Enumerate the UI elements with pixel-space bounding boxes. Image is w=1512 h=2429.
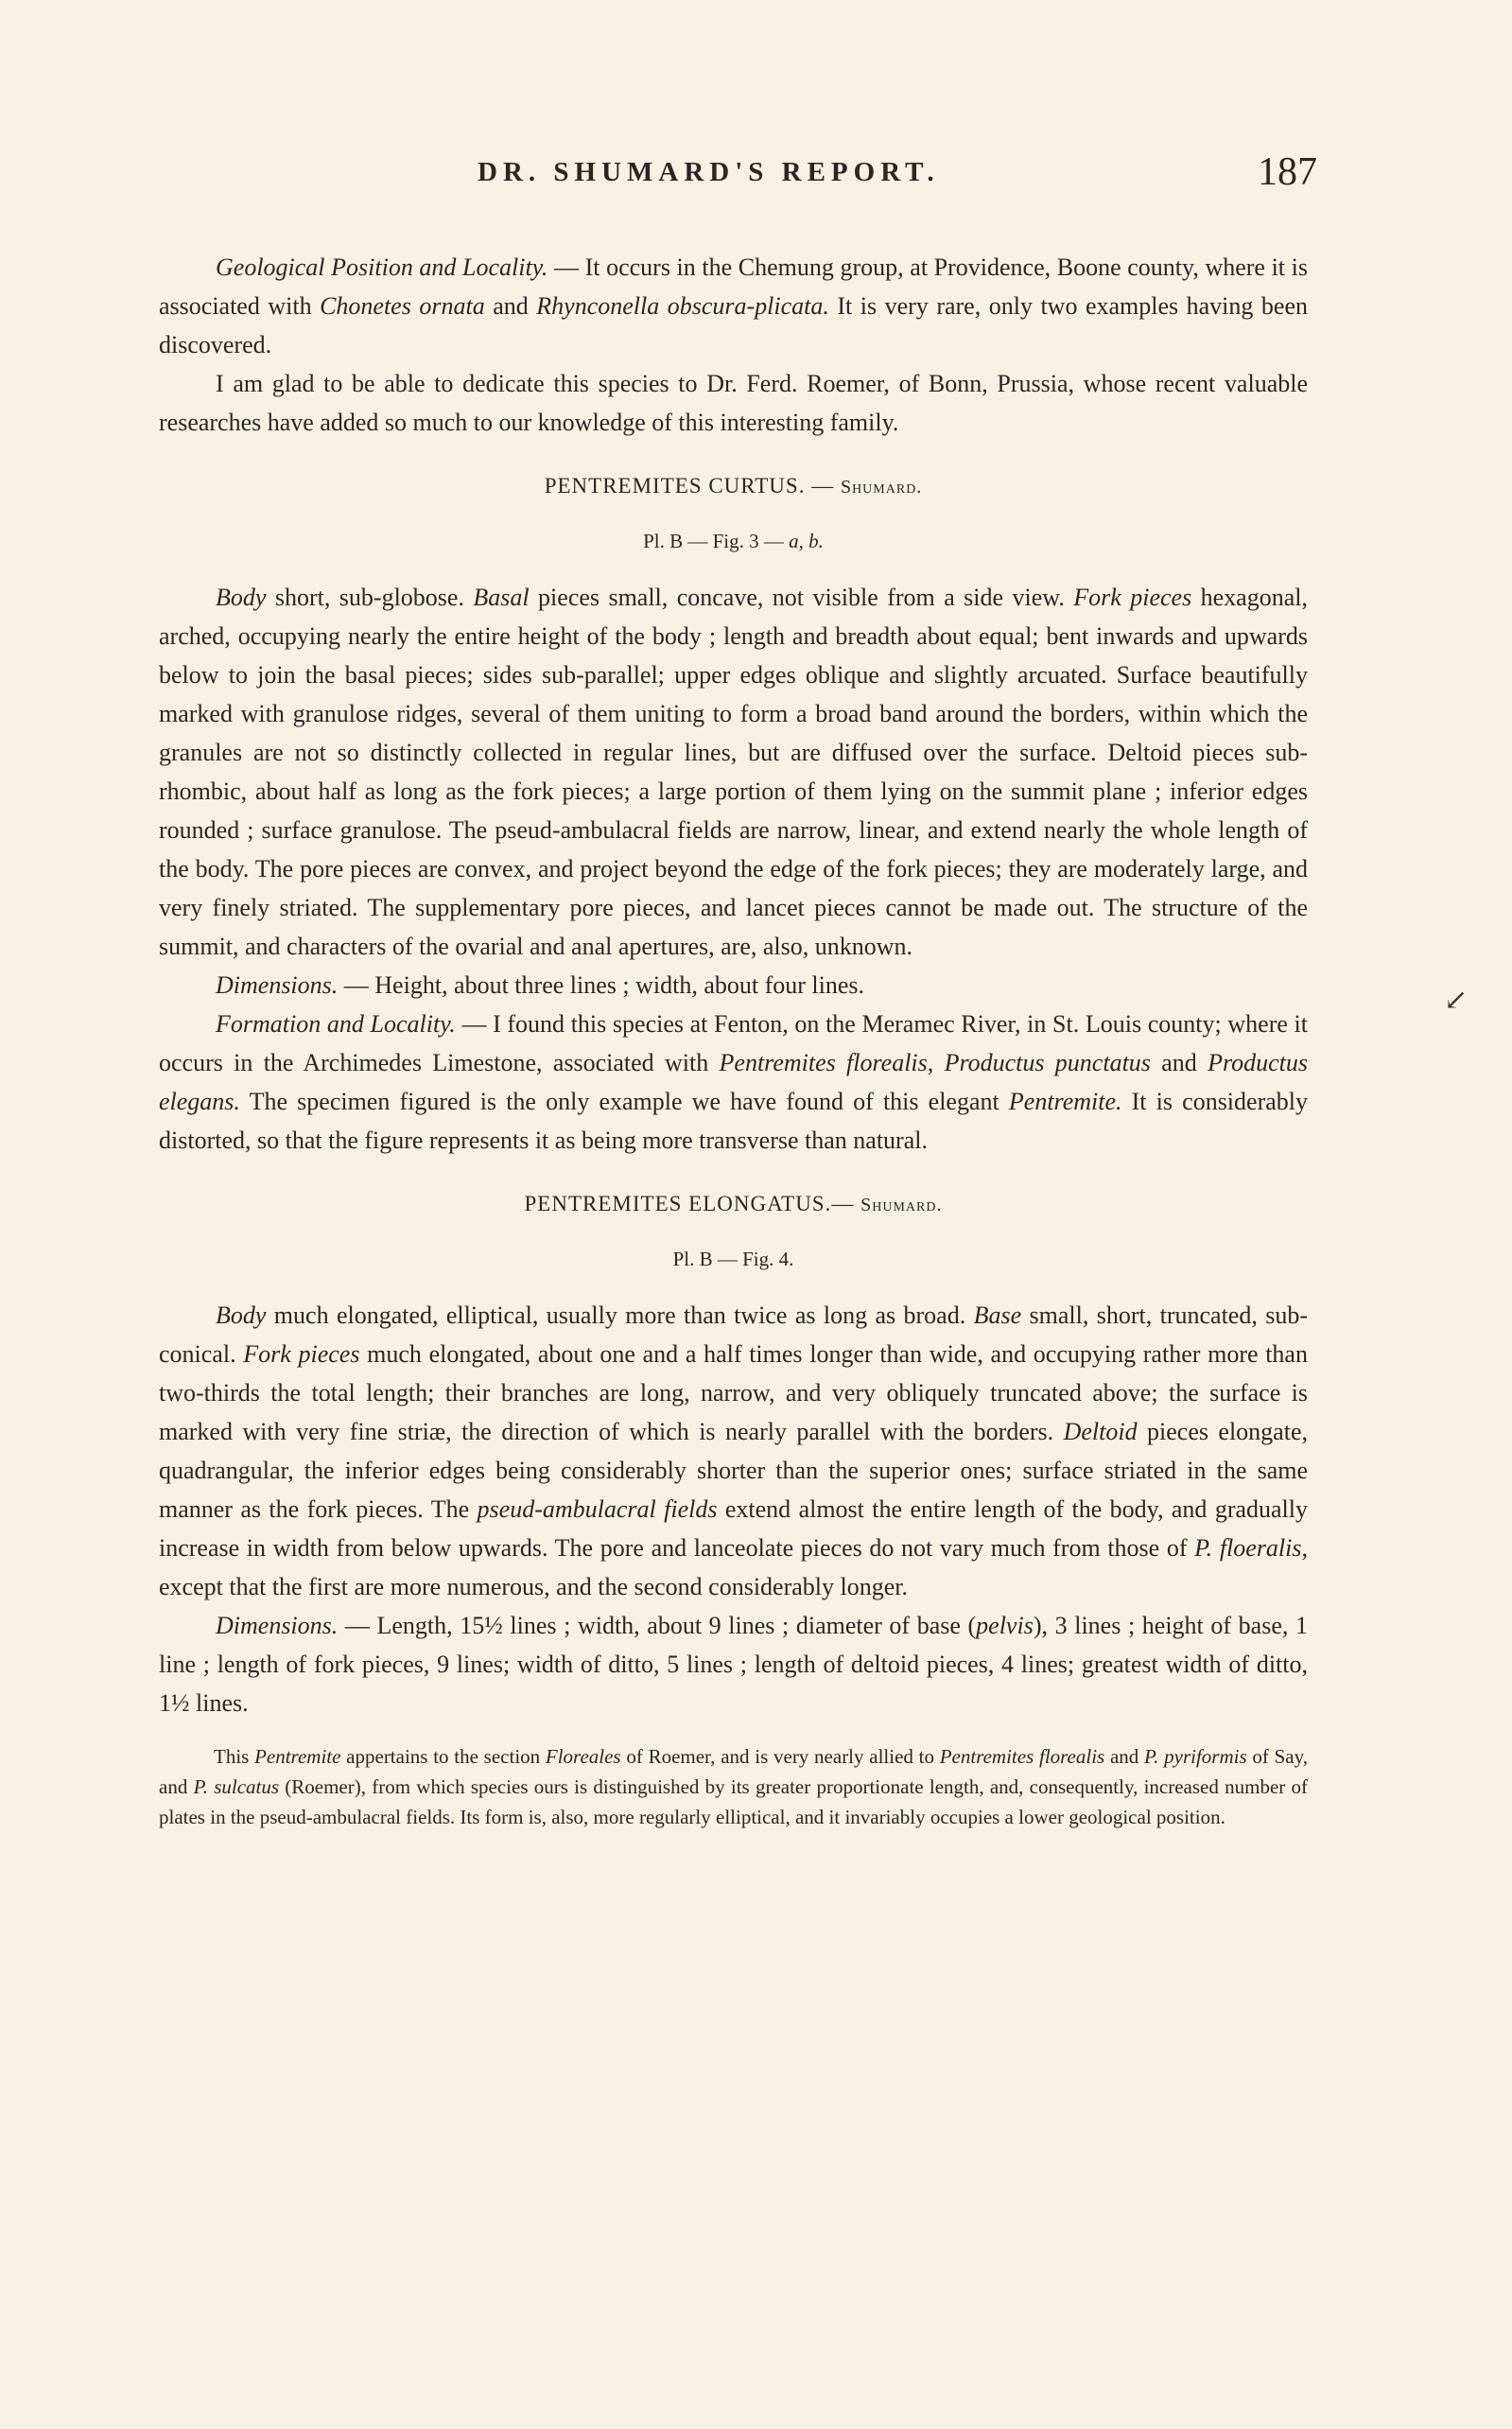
plate-figure-letters: a, b.	[789, 530, 824, 552]
paragraph-dimensions-curtus	[159, 966, 1308, 1005]
heading-dash: —	[805, 474, 841, 498]
paragraph-body-curtus	[159, 578, 1308, 966]
run: ), 3 lines ; height of base, 1 line ; length of fork pieces, 9 lines; width of ditto, 5 lines ; length of deltoid pieces, 4 lines; greatest width of ditto, 1½ lines.	[159, 1612, 1308, 1717]
heading-dash: —	[831, 1192, 861, 1215]
page-body	[159, 248, 1308, 1832]
run: extend almost the entire length of the body, and gradually increase in width from below upwards. The pore and lanceolate pieces do not vary much from those of	[159, 1495, 1309, 1562]
species-heading-curtus	[159, 466, 1308, 507]
run: and	[1104, 1745, 1145, 1768]
plate-reference-elongatus: Pl. B — Fig. 4.	[672, 1248, 794, 1270]
run: It is very rare, only two examples having been discovered.	[159, 292, 1308, 358]
run: — Height, about three lines ; width, about four lines.	[338, 971, 865, 999]
run: and	[484, 292, 537, 320]
run-taxon: Rhynconella obscura-plicata.	[536, 292, 829, 320]
run-taxon: Productus elegans.	[159, 1049, 1309, 1115]
run-label: Dimensions.	[216, 1612, 339, 1639]
run: — Length, 15½ lines ; width, about 9 lines ; diameter of base (	[338, 1612, 977, 1639]
paragraph-body-elongatus	[159, 1296, 1308, 1606]
run-label: Formation and Locality.	[216, 1010, 456, 1038]
run-term: P. floeralis,	[1194, 1534, 1309, 1562]
run-label: Dimensions.	[216, 971, 339, 999]
margin-annotation-mark: ↙	[1444, 985, 1469, 1016]
page-number: 187	[1258, 150, 1317, 194]
run-taxon: Pentremite.	[1008, 1088, 1122, 1115]
run: much elongated, elliptical, usually more than twice as long as broad.	[266, 1302, 974, 1329]
run: much elongated, about one and a half times longer than wide, and occupying rather more than two-thirds the total length; their branches are long, narrow, and very obliquely truncated above; the surface is marked with very fine striæ, the direction of which is nearly parallel with the borders.	[159, 1340, 1308, 1445]
paragraph-dedication: I am glad to be able to dedicate this species to Dr. Ferd. Roemer, of Bonn, Prussia, whose recent valuable researches have added so much to our knowledge of this interesting family.	[159, 370, 1308, 436]
run-label: Geological Position and Locality.	[216, 253, 548, 281]
heading-text: PENTREMITES ELONGATUS.	[524, 1192, 832, 1215]
run-term: Base	[973, 1302, 1022, 1329]
plate-reference-curtus	[159, 522, 1308, 561]
paragraph-geological-position	[159, 248, 1308, 364]
run: pieces elongate, quadrangular, the inferior edges being considerably shorter than the superior ones; surface striated in the same manner as the fork pieces. The	[159, 1418, 1308, 1523]
running-head	[478, 149, 1317, 202]
running-title: DR. SHUMARD'S REPORT.	[478, 157, 940, 187]
run: appertains to the section	[340, 1745, 546, 1768]
run-term: Body	[216, 1302, 267, 1329]
paragraph-dimensions-elongatus	[159, 1606, 1308, 1722]
paragraph-locality-curtus	[159, 1005, 1308, 1160]
run-term: Deltoid	[1063, 1418, 1138, 1445]
plate-text: Pl. B — Fig. 3 —	[643, 530, 790, 552]
run: except that the first are more numerous, and the second considerably longer.	[159, 1573, 909, 1600]
run-term: Body	[216, 584, 267, 611]
run: of Say, and	[159, 1745, 1308, 1798]
heading-author: Shumard.	[860, 1195, 943, 1215]
run: hexagonal, arched, occupying nearly the entire height of the body ; length and breadth about equal; bent inwards and upwards below to join the basal pieces; sides sub-parallel; upper edges oblique and slightly arcuated. Surface beautifully marked with granulose ridges, several of them uniting to form a broad band around the borders, within which the granules are not so distinctly collected in regular lines, but are diffused over the surface. Deltoid pieces sub-rhombic, about half as long as the fork pieces; a large portion of them lying on the summit plane ; inferior edges rounded ; surface granulose. The pseud-ambulacral fields are narrow, linear, and extend nearly the whole length of the body. The pore pieces are convex, and project beyond the edge of the fork pieces; they are moderately large, and very finely striated. The supplementary pore pieces, and lancet pieces cannot be made out. The structure of the summit, and characters of the ovarial and anal apertures, are, also, unknown.	[159, 584, 1308, 960]
run-term: pseud-ambulacral fields	[477, 1495, 718, 1523]
run-term: pelvis	[976, 1612, 1034, 1639]
run: short, sub-globose.	[266, 584, 474, 611]
run-taxon: Chonetes ornata	[320, 292, 485, 320]
run: pieces small, concave, not visible from a side view.	[529, 584, 1074, 611]
run: The specimen figured is the only example we have found of this elegant	[239, 1088, 1009, 1115]
run: — I found this species at Fenton, on the Meramec River, in St. Louis county; where it occurs in the Archimedes Limestone, associated with	[159, 1010, 1308, 1076]
run-taxon: P. pyriformis	[1144, 1745, 1247, 1768]
run-taxon: Pentremites florealis, Productus punctatus	[719, 1049, 1151, 1076]
run: of Roemer, and is very nearly allied to	[620, 1745, 940, 1768]
run-term: Basal	[473, 584, 530, 611]
run-term: Pentremite	[254, 1745, 341, 1768]
run: and	[1150, 1049, 1208, 1076]
species-heading-elongatus	[159, 1184, 1308, 1225]
run: It is considerably distorted, so that the figure represents it as being more transverse than natural.	[159, 1088, 1308, 1154]
run: small, short, truncated, sub-conical.	[159, 1302, 1308, 1368]
run-taxon: Pentremites florealis	[939, 1745, 1105, 1768]
run-term: Floreales	[545, 1745, 621, 1768]
run-taxon: P. sulcatus	[193, 1775, 280, 1798]
footnote	[159, 1741, 1308, 1832]
run: This	[214, 1745, 255, 1768]
heading-text: PENTREMITES CURTUS.	[544, 474, 806, 498]
heading-author: Shumard.	[840, 477, 923, 498]
run: — It occurs in the Chemung group, at Providence, Boone county, where it is associated with	[159, 253, 1308, 320]
run-term: Fork pieces	[243, 1340, 360, 1368]
run-term: Fork pieces	[1073, 584, 1192, 611]
footnote-paragraph	[159, 1741, 1308, 1832]
run: (Roemer), from which species ours is distinguished by its greater proportionate length, and, consequently, increased number of plates in the pseud-ambulacral fields. Its form is, also, more regularly elliptical, and it invariably occupies a lower geological position.	[159, 1775, 1308, 1828]
